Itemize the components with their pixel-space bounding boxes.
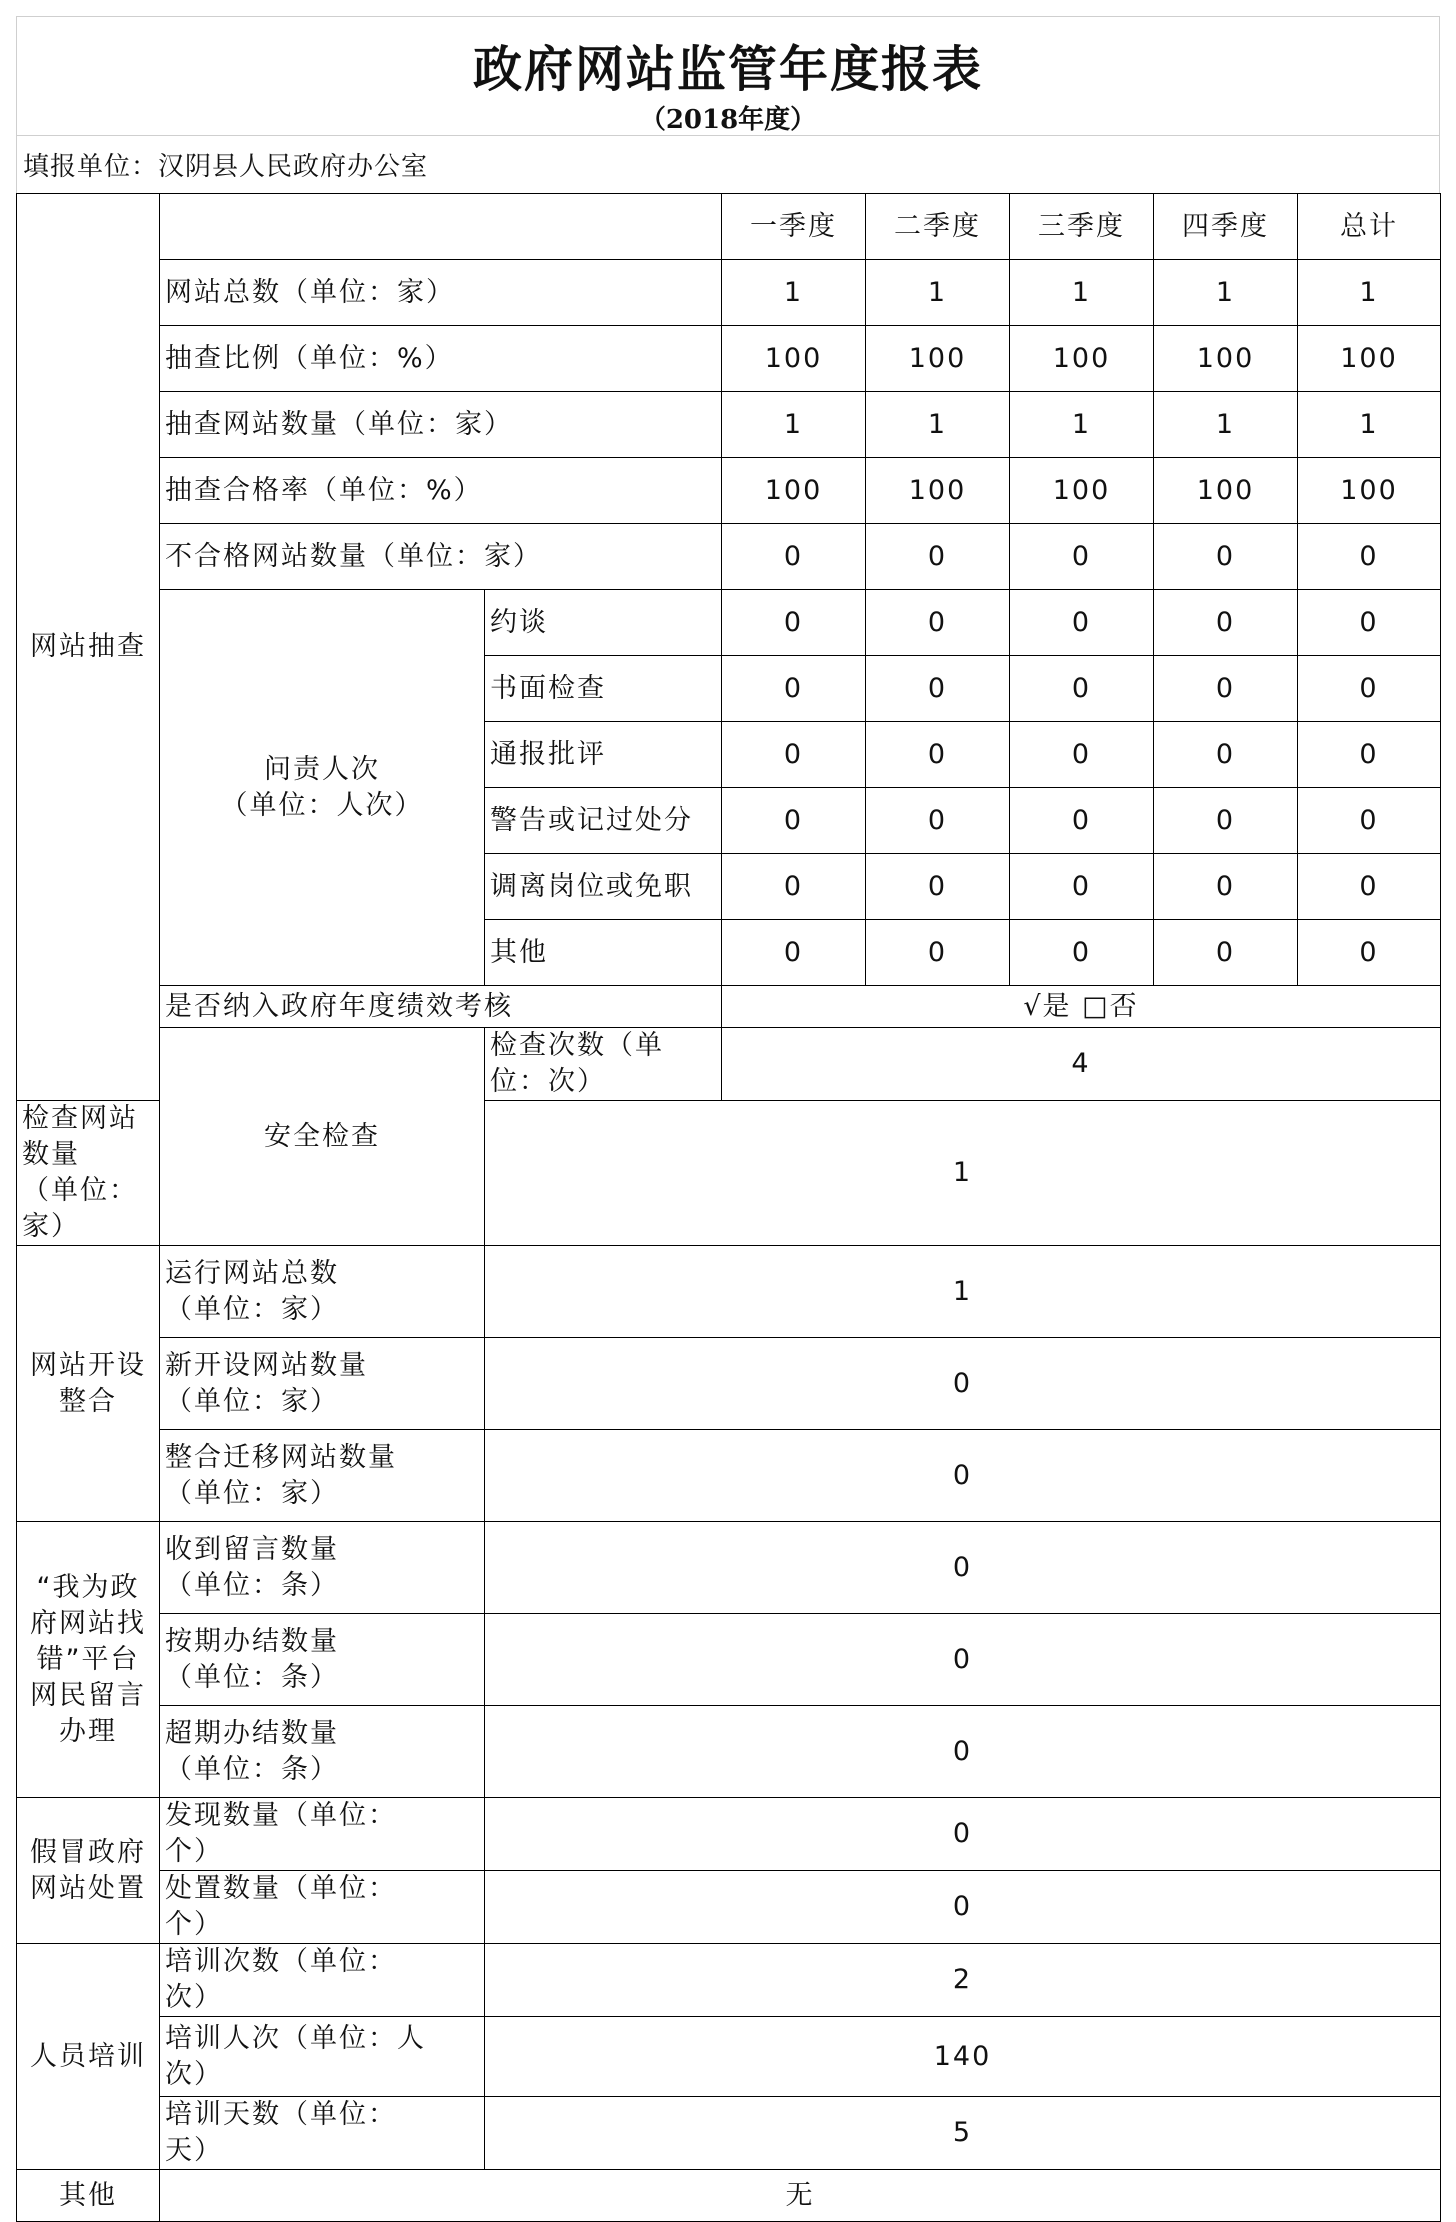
section-error-report-line4: 网民留言 xyxy=(30,1679,146,1711)
cell-value: 0 xyxy=(1298,590,1441,656)
cell-value: 140 xyxy=(485,2017,1441,2097)
row-label xyxy=(160,2017,485,2097)
section-integration xyxy=(17,1246,160,1522)
cell-value: 0 xyxy=(1154,590,1298,656)
table-row xyxy=(17,1338,1441,1430)
cell-value: 1 xyxy=(1010,392,1154,458)
cell-value: 1 xyxy=(722,260,866,326)
section-fake-sites-line1: 假冒政府 xyxy=(30,1836,146,1868)
header-q1: 一季度 xyxy=(722,194,866,260)
cell-value: 0 xyxy=(485,1614,1441,1706)
cell-value: 5 xyxy=(485,2097,1441,2170)
cell-value: 0 xyxy=(485,1706,1441,1798)
cell-value: 0 xyxy=(1154,524,1298,590)
table-row xyxy=(17,392,1441,458)
row-label xyxy=(160,1246,485,1338)
cell-value: 1 xyxy=(485,1101,1441,1246)
row-label-line1: 发现数量（单位： xyxy=(165,1800,397,1831)
cell-value: 1 xyxy=(485,1246,1441,1338)
cell-value: 0 xyxy=(722,656,866,722)
row-label-line1: 按期办结数量 xyxy=(165,1625,339,1657)
row-label: 其他 xyxy=(485,920,722,986)
table-row xyxy=(17,260,1441,326)
row-label-line1: 整合迁移网站数量 xyxy=(165,1441,397,1473)
cell-value: 0 xyxy=(866,656,1010,722)
row-label: 书面检查 xyxy=(485,656,722,722)
performance-value: √是 □否 xyxy=(722,986,1441,1028)
cell-value: 100 xyxy=(866,458,1010,524)
cell-value: 0 xyxy=(866,722,1010,788)
row-label-line1: 处置数量（单位： xyxy=(165,1873,397,1904)
section-error-report-line5: 办理 xyxy=(59,1715,117,1747)
row-label: 网站总数（单位：家） xyxy=(160,260,722,326)
header-q2: 二季度 xyxy=(866,194,1010,260)
row-label-line1: 检查网站数量 xyxy=(22,1103,138,1170)
row-label-line1: 超期办结数量 xyxy=(165,1717,339,1749)
table-row xyxy=(17,1246,1441,1338)
row-label xyxy=(160,1430,485,1522)
row-label-line1: 收到留言数量 xyxy=(165,1533,339,1565)
cell-value: 1 xyxy=(866,392,1010,458)
row-label-line2: （单位：家） xyxy=(165,1477,339,1509)
cell-value: 1 xyxy=(1298,260,1441,326)
section-training: 人员培训 xyxy=(17,1944,160,2170)
cell-value: 1 xyxy=(722,392,866,458)
row-label-line2: 次） xyxy=(165,1982,223,2013)
table-row xyxy=(17,524,1441,590)
cell-value: 1 xyxy=(1154,392,1298,458)
row-label-line1: 运行网站总数 xyxy=(165,1257,339,1289)
cell-value: 0 xyxy=(1010,524,1154,590)
cell-value: 0 xyxy=(485,1522,1441,1614)
cell-value: 100 xyxy=(1154,326,1298,392)
row-label-line2: （单位：条） xyxy=(165,1753,339,1785)
cell-value: 100 xyxy=(1298,458,1441,524)
cell-value: 0 xyxy=(485,1871,1441,1944)
cell-value: 0 xyxy=(1298,656,1441,722)
header-q3: 三季度 xyxy=(1010,194,1154,260)
cell-value: 100 xyxy=(722,326,866,392)
cell-value: 0 xyxy=(722,524,866,590)
other-row xyxy=(17,2170,1441,2222)
row-label-line2: （单位：条） xyxy=(165,1569,339,1601)
row-label: 调离岗位或免职 xyxy=(485,854,722,920)
table-row xyxy=(17,1871,1441,1944)
section-other: 其他 xyxy=(17,2170,160,2222)
cell-value: 100 xyxy=(1154,458,1298,524)
row-label: 约谈 xyxy=(485,590,722,656)
cell-value: 100 xyxy=(1010,458,1154,524)
cell-value: 1 xyxy=(1010,260,1154,326)
row-label-line2: 次） xyxy=(165,2058,223,2090)
cell-value: 0 xyxy=(1298,524,1441,590)
row-label-line2: 个） xyxy=(165,1836,223,1867)
row-label: 通报批评 xyxy=(485,722,722,788)
cell-value: 0 xyxy=(722,920,866,986)
row-label-line1: 培训人次（单位：人 xyxy=(165,2022,426,2054)
cell-value: 0 xyxy=(866,920,1010,986)
section-error-report-line1: “我为政 xyxy=(36,1571,140,1603)
header-q4: 四季度 xyxy=(1154,194,1298,260)
accountability-label-line1: 问责人次 xyxy=(264,753,380,785)
other-value: 无 xyxy=(160,2170,1441,2222)
cell-value: 1 xyxy=(866,260,1010,326)
performance-label: 是否纳入政府年度绩效考核 xyxy=(160,986,722,1028)
row-label: 不合格网站数量（单位：家） xyxy=(160,524,722,590)
section-error-report-line2: 府网站找 xyxy=(30,1607,146,1639)
table-row xyxy=(17,1944,1441,2017)
row-label: 警告或记过处分 xyxy=(485,788,722,854)
cell-value: 0 xyxy=(1154,788,1298,854)
row-label xyxy=(485,1028,722,1101)
cell-value: 1 xyxy=(1154,260,1298,326)
table-row xyxy=(17,1522,1441,1614)
cell-value: 0 xyxy=(722,788,866,854)
section-fake-sites xyxy=(17,1798,160,1944)
row-label-line2: 个） xyxy=(165,1909,223,1940)
row-label xyxy=(17,1101,160,1246)
table-row xyxy=(17,458,1441,524)
cell-value: 0 xyxy=(1298,722,1441,788)
row-label xyxy=(160,1522,485,1614)
header-blank xyxy=(160,194,722,260)
report-table xyxy=(16,193,1441,2222)
cell-value: 0 xyxy=(1010,788,1154,854)
cell-value: 0 xyxy=(485,1430,1441,1522)
cell-value: 0 xyxy=(1010,920,1154,986)
row-label-line1: 检查次数（单位：次） xyxy=(490,1030,664,1097)
reporting-unit-value: 汉阴县人民政府办公室 xyxy=(158,152,429,182)
cell-value: 0 xyxy=(1154,656,1298,722)
section-integration-line1: 网站开设 xyxy=(30,1349,146,1381)
cell-value: 100 xyxy=(1010,326,1154,392)
reporting-unit xyxy=(16,135,1440,193)
cell-value: 0 xyxy=(866,590,1010,656)
cell-value: 0 xyxy=(722,722,866,788)
header-total: 总计 xyxy=(1298,194,1441,260)
table-row xyxy=(17,1706,1441,1798)
row-label: 抽查合格率（单位：%） xyxy=(160,458,722,524)
cell-value: 0 xyxy=(1154,722,1298,788)
table-row xyxy=(17,2017,1441,2097)
cell-value: 1 xyxy=(1298,392,1441,458)
cell-value: 100 xyxy=(866,326,1010,392)
cell-value: 0 xyxy=(1298,920,1441,986)
table-row xyxy=(17,1614,1441,1706)
row-label-line1: 培训天数（单位： xyxy=(165,2099,397,2130)
cell-value: 0 xyxy=(722,854,866,920)
row-label-line2: （单位：家） xyxy=(165,1385,339,1417)
row-label xyxy=(160,1798,485,1871)
row-label xyxy=(160,1706,485,1798)
cell-value: 0 xyxy=(1154,920,1298,986)
cell-value: 0 xyxy=(1010,590,1154,656)
row-label xyxy=(160,1944,485,2017)
reporting-unit-label: 填报单位： xyxy=(23,152,159,182)
cell-value: 0 xyxy=(1298,854,1441,920)
title-area xyxy=(16,16,1440,135)
report-sheet xyxy=(16,16,1440,2222)
performance-row xyxy=(17,986,1441,1028)
page-subtitle: （2018年度） xyxy=(639,105,817,135)
row-label xyxy=(160,1871,485,1944)
row-label-line1: 新开设网站数量 xyxy=(165,1349,368,1381)
table-row xyxy=(17,1028,1441,1101)
section-error-report xyxy=(17,1522,160,1798)
row-label-line2: （单位：条） xyxy=(165,1661,339,1693)
accountability-label-line2: （单位：人次） xyxy=(220,789,424,821)
cell-value: 0 xyxy=(485,1798,1441,1871)
table-row xyxy=(17,1798,1441,1871)
table-row xyxy=(17,2097,1441,2170)
table-row xyxy=(17,326,1441,392)
row-label-line2: （单位：家） xyxy=(165,1293,339,1325)
table-row xyxy=(17,590,1441,656)
cell-value: 0 xyxy=(866,524,1010,590)
accountability-label xyxy=(160,590,485,986)
cell-value: 4 xyxy=(722,1028,1441,1101)
page-title: 政府网站监管年度报表 xyxy=(472,40,983,98)
row-label xyxy=(160,2097,485,2170)
cell-value: 0 xyxy=(485,1338,1441,1430)
section-fake-sites-line2: 网站处置 xyxy=(30,1872,146,1904)
header-row xyxy=(17,194,1441,260)
row-label-line2: （单位：家） xyxy=(22,1175,138,1242)
section-spot-check: 网站抽查 xyxy=(17,194,160,1101)
cell-value: 0 xyxy=(722,590,866,656)
cell-value: 100 xyxy=(722,458,866,524)
row-label: 抽查网站数量（单位：家） xyxy=(160,392,722,458)
cell-value: 0 xyxy=(866,788,1010,854)
cell-value: 100 xyxy=(1298,326,1441,392)
cell-value: 0 xyxy=(1010,854,1154,920)
row-label-line2: 天） xyxy=(165,2135,223,2166)
cell-value: 0 xyxy=(1154,854,1298,920)
section-integration-line2: 整合 xyxy=(59,1385,117,1417)
row-label xyxy=(160,1614,485,1706)
cell-value: 0 xyxy=(1010,722,1154,788)
row-label xyxy=(160,1338,485,1430)
section-security: 安全检查 xyxy=(160,1028,485,1246)
cell-value: 0 xyxy=(1298,788,1441,854)
cell-value: 0 xyxy=(866,854,1010,920)
row-label: 抽查比例（单位：%） xyxy=(160,326,722,392)
cell-value: 0 xyxy=(1010,656,1154,722)
cell-value: 2 xyxy=(485,1944,1441,2017)
table-row xyxy=(17,1430,1441,1522)
row-label-line1: 培训次数（单位： xyxy=(165,1946,397,1977)
section-error-report-line3: 错”平台 xyxy=(36,1643,140,1675)
